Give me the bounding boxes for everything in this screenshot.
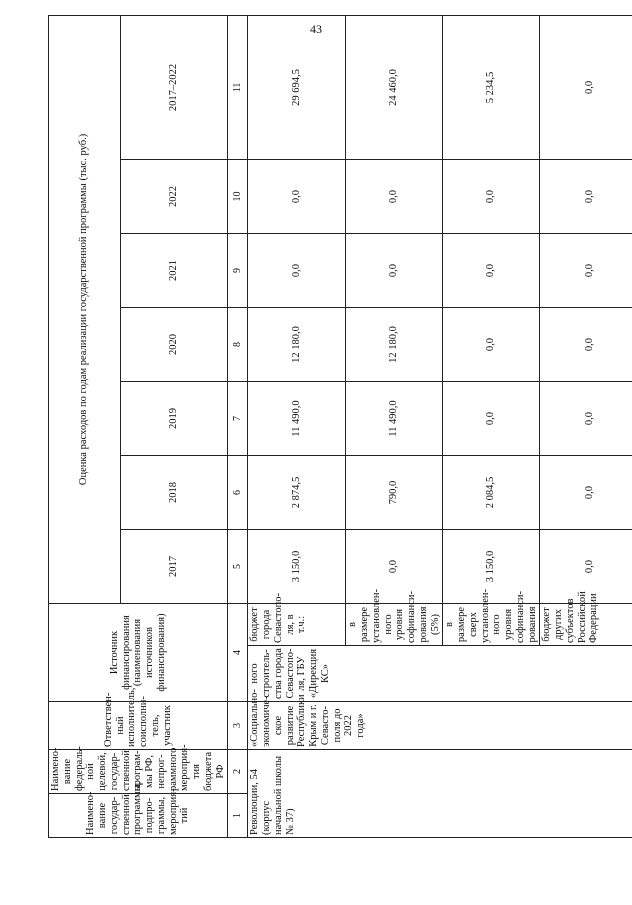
- value-cell: 0,0: [248, 234, 346, 308]
- source-label: бюджет других субъектов Российской Федерации: [540, 604, 632, 646]
- column-number: 10: [228, 160, 248, 234]
- value-cell: 0,0: [540, 15, 632, 159]
- source-label: в размере сверх установлен-ного уровня софинанси-рования: [443, 604, 540, 646]
- header-program-name: Наимено-вание государ-ственной программы, подпро-граммы, мероприя-тий: [49, 794, 228, 838]
- value-cell: 0,0: [443, 382, 540, 456]
- header-year: 2022: [120, 160, 228, 234]
- value-cell: 2 874,5: [248, 456, 346, 530]
- header-year-total: 2017–2022: [120, 15, 228, 159]
- header-expense-estimate: Оценка расходов по годам реализации государственной программы (тыс. руб.): [49, 15, 121, 603]
- value-cell: 0,0: [443, 160, 540, 234]
- value-cell: 3 150,0: [443, 530, 540, 604]
- value-cell: 0,0: [540, 382, 632, 456]
- value-cell: 11 490,0: [346, 382, 443, 456]
- column-number: 5: [228, 530, 248, 604]
- value-cell: 24 460,0: [346, 15, 443, 159]
- value-cell: 0,0: [443, 308, 540, 382]
- header-funding-source: Источник финансирования (наименования источников финансирования): [49, 604, 228, 702]
- value-cell: 0,0: [346, 160, 443, 234]
- column-number: 6: [228, 456, 248, 530]
- value-cell: 0,0: [540, 234, 632, 308]
- value-cell: 0,0: [540, 308, 632, 382]
- column-number: 7: [228, 382, 248, 456]
- column-number: 4: [228, 604, 248, 702]
- value-cell: 0,0: [248, 160, 346, 234]
- source-label: в размере установлен-ного уровня софинанси-рования (5%): [346, 604, 443, 646]
- value-cell: 0,0: [540, 456, 632, 530]
- value-cell: 12 180,0: [248, 308, 346, 382]
- header-executor: Ответствен-ный исполнитель, соисполни-тель, участник: [49, 702, 228, 750]
- value-cell: 29 694,5: [248, 15, 346, 159]
- column-number: 11: [228, 15, 248, 159]
- financing-table: [48, 36, 600, 838]
- object-name: Революции, 54 (корпус начальной школы № 37): [248, 750, 632, 838]
- column-number: 8: [228, 308, 248, 382]
- value-cell: 0,0: [346, 234, 443, 308]
- header-year: 2021: [120, 234, 228, 308]
- value-cell: 2 084,5: [443, 456, 540, 530]
- value-cell: 790,0: [346, 456, 443, 530]
- column-number: 3: [228, 702, 248, 750]
- participant: ного строитель-ства города Севастопо-ля, ГБУ «Дирекция КС»: [248, 646, 632, 702]
- value-cell: 3 150,0: [248, 530, 346, 604]
- value-cell: 11 490,0: [248, 382, 346, 456]
- rotated-table-frame: [48, 36, 600, 838]
- header-year: 2017: [120, 530, 228, 604]
- header-federal-program: Наимено-вание федераль-ной целевой, государ-ственной програм-мы РФ, непрог-раммного мероприя-тия бюджета РФ: [49, 750, 228, 794]
- value-cell: 0,0: [443, 234, 540, 308]
- header-year: 2019: [120, 382, 228, 456]
- executor-program: «Социально-экономиче-ское развитие Республики Крым и г. Севасто-поля до 2022 года»: [248, 702, 632, 750]
- column-number: 9: [228, 234, 248, 308]
- page-number: 43: [310, 22, 322, 36]
- value-cell: 5 234,5: [443, 15, 540, 159]
- source-label: бюджет города Севастопо-ля, в т.ч.:: [248, 604, 346, 646]
- column-number: 2: [228, 750, 248, 794]
- value-cell: 12 180,0: [346, 308, 443, 382]
- value-cell: 0,0: [540, 530, 632, 604]
- value-cell: 0,0: [540, 160, 632, 234]
- header-year: 2018: [120, 456, 228, 530]
- header-year: 2020: [120, 308, 228, 382]
- column-number: 1: [228, 794, 248, 838]
- value-cell: 0,0: [346, 530, 443, 604]
